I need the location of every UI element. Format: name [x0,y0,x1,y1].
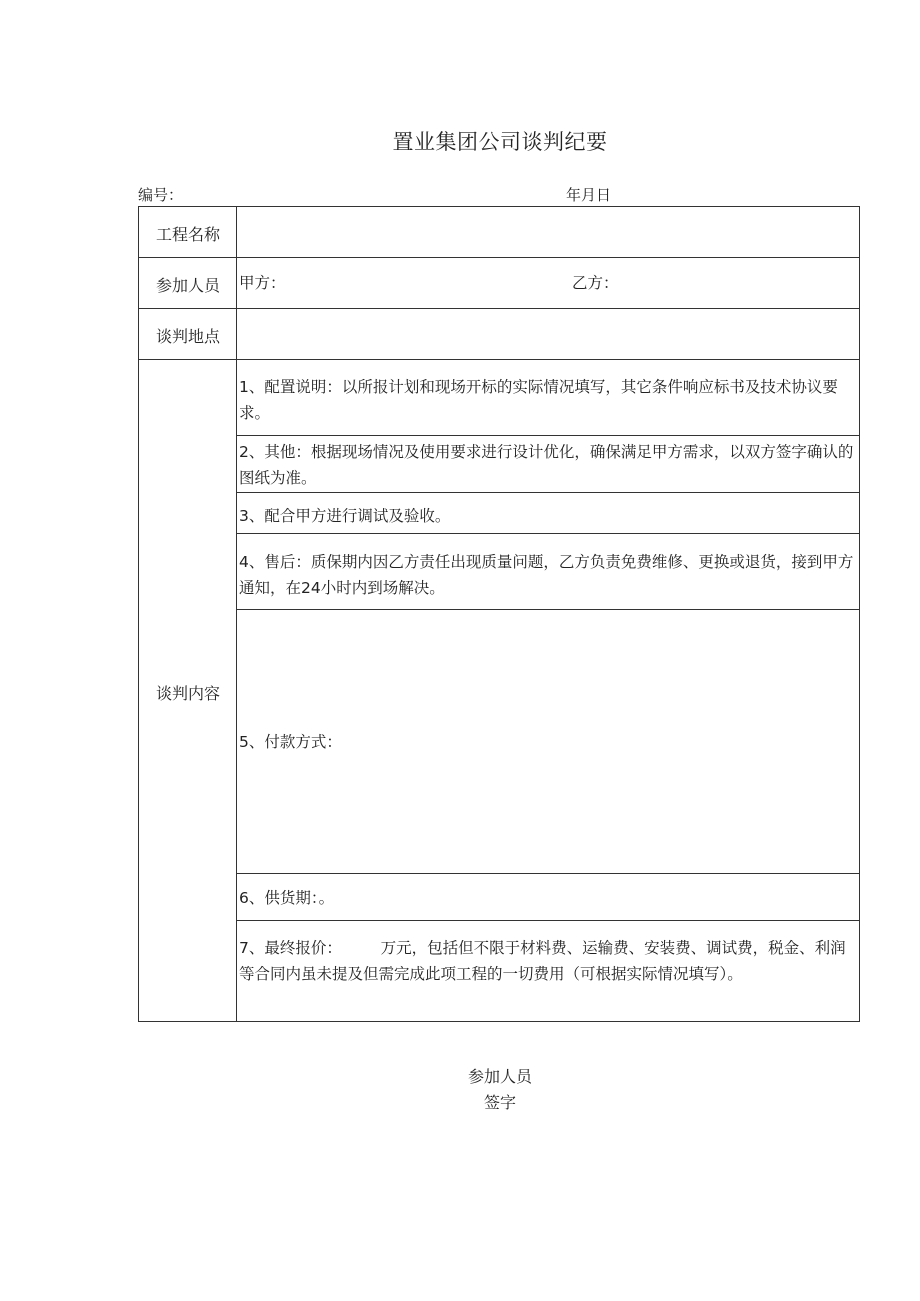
negotiation-form-table [138,206,860,1022]
content-item-other: 2、其他：根据现场情况及使用要求进行设计优化，确保满足甲方需求，以双方签字确认的图纸为准。 [239,443,854,487]
signature-sign: 签字 [483,1093,516,1112]
document-title: 置业集团公司谈判纪要 [392,130,608,154]
content-item-payment: 5、付款方式： [239,733,342,751]
row-divider [139,257,859,258]
party-a-label: 甲方： [239,274,286,292]
item-divider [237,435,859,436]
row-divider [139,359,859,360]
document-date-label: 年月日 [566,186,612,204]
content-item-after-sales: 4、售后：质保期内因乙方责任出现质量问题，乙方负责免费维修、更换或退货，接到甲方通知，在24小时内到场解决。 [239,553,854,597]
party-b-label: 乙方： [572,274,619,292]
item-divider [237,609,859,610]
row-divider [139,308,859,309]
item-divider [237,873,859,874]
content-item-acceptance: 3、配合甲方进行调试及验收。 [239,507,451,525]
document-number-label: 编号： [138,186,184,204]
content-label: 谈判内容 [155,684,220,703]
content-item-configuration: 1、配置说明：以所报计划和现场开标的实际情况填写，其它条件响应标书及技术协议要求。 [239,378,838,422]
item-divider [237,492,859,493]
item-divider [237,533,859,534]
signature-participants: 参加人员 [467,1067,532,1086]
project-name-label: 工程名称 [155,225,220,244]
content-item-final-price: 7、最终报价： 万元，包括但不限于材料费、运输费、安装费、调试费，税金、利润等合同内虽未提及但需完成此项工程的一切费用（可根据实际情况填写）。 [239,939,846,983]
participants-label: 参加人员 [155,276,220,295]
location-label: 谈判地点 [155,327,220,346]
content-item-delivery: 6、供货期：。 [239,889,335,907]
item-divider [237,920,859,921]
